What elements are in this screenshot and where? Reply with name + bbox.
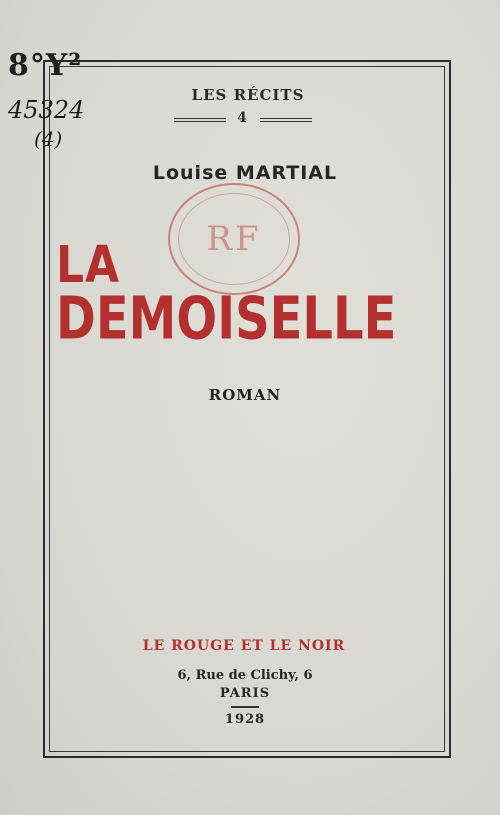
publisher-name: LE ROUGE ET LE NOIR bbox=[142, 638, 346, 654]
publication-year: 1928 bbox=[224, 712, 266, 727]
series-rule-right-2 bbox=[260, 121, 312, 122]
shelfmark-line-1: 8°Y² bbox=[8, 48, 83, 83]
title-line-2: DEMOISELLE bbox=[56, 284, 397, 353]
publisher-address: 6, Rue de Clichy, 6 bbox=[177, 668, 313, 683]
author-name: Louise MARTIAL bbox=[152, 162, 338, 184]
series-rule-left-1 bbox=[174, 118, 226, 119]
series-rule-right-1 bbox=[260, 118, 312, 119]
year-rule bbox=[231, 706, 259, 708]
library-stamp bbox=[168, 183, 300, 295]
shelfmark-line-3: (4) bbox=[34, 127, 63, 151]
series-rule-left-2 bbox=[174, 121, 226, 122]
shelfmark-line-2: 45324 bbox=[8, 96, 85, 124]
title-line-1: LA bbox=[56, 236, 121, 295]
series-number: 4 bbox=[237, 110, 247, 126]
genre-label: ROMAN bbox=[208, 386, 282, 404]
stamp-monogram: RF bbox=[206, 219, 262, 259]
series-name: LES RÉCITS bbox=[191, 86, 305, 104]
library-shelfmark bbox=[2, 42, 110, 157]
publisher-city: PARIS bbox=[219, 686, 271, 701]
